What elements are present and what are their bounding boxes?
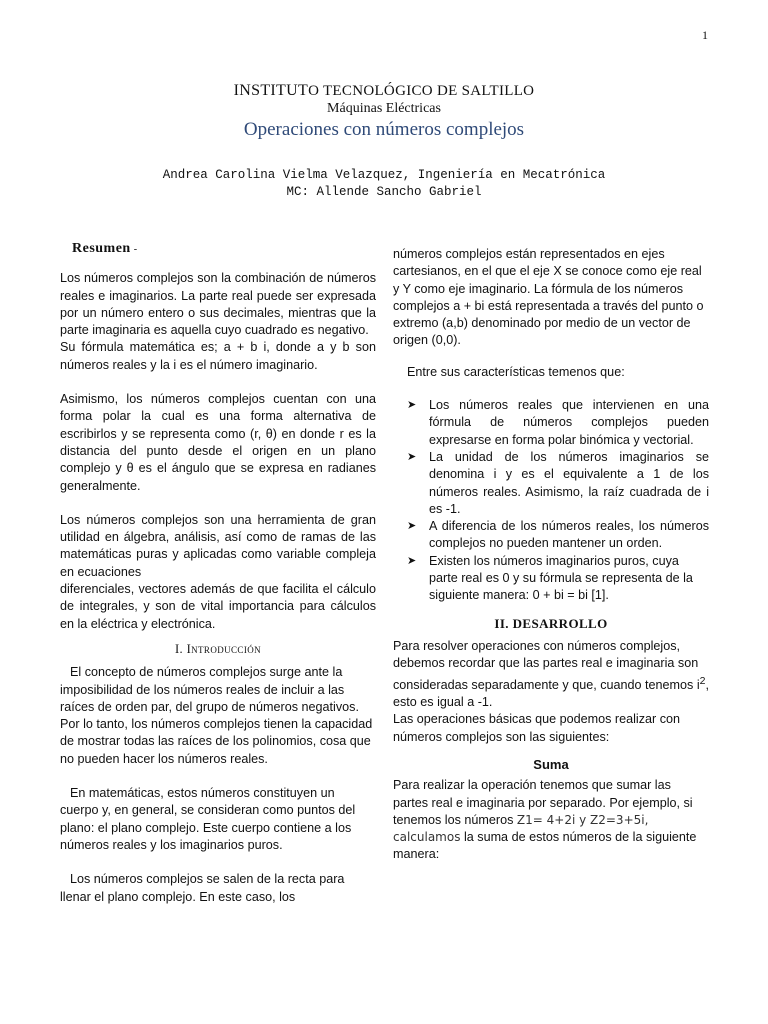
left-column [60, 240, 376, 906]
characteristics-list [393, 397, 709, 605]
institute-name [0, 82, 768, 100]
list-item-text: A diferencia de los números reales, los números complejos no pueden mantener un orden. [429, 519, 709, 551]
page-number: 1 [702, 28, 708, 42]
development-text-b: , esto es igual a -1. [393, 677, 709, 710]
development-text-a: Para resolver operaciones con números complejos, debemos recordar que las partes real e imaginaria son consideradas separadamente y que, cuando tenemos i [393, 638, 700, 692]
list-item-text: Los números reales que intervienen en una fórmula de números complejos pueden expresarse en forma polar binómica y vectorial. [429, 398, 709, 447]
abstract-paragraph-2: Asimismo, los números complejos cuentan con una forma polar la cual es una forma alternativa de escribirlos y se representa como (r, θ) en donde r es la distancia del punto desde el origen en un plano complejo y θ es el ángulo que se expresa en radianes generalmente. [60, 392, 376, 493]
list-item-text: Existen los números imaginarios puros, cuya parte real es 0 y su fórmula se representa de la siguiente manera: 0 + bi = bi [1]. [429, 553, 693, 603]
continued-paragraph: números complejos están representados en ejes cartesianos, en el que el eje X se conoce como eje real y Y como eje imaginario. La fórmula de los números complejos a + bi está representada a través del punto o extremo (a,b) denominado por medio de un vector de origen (0,0). [393, 247, 704, 348]
list-item [407, 518, 709, 553]
authors-line-2: MC: Allende Sancho Gabriel [286, 185, 482, 199]
suma-example-numbers: Z1= 4+2i y Z2=3+5i, calculamos [393, 812, 649, 845]
suma-text-b: la suma de estos números de la siguiente manera: [393, 830, 697, 862]
arrow-bullet-icon: ➤ [407, 554, 417, 567]
authors-block [0, 167, 768, 201]
arrow-bullet-icon: ➤ [407, 450, 417, 463]
arrow-bullet-icon: ➤ [407, 399, 417, 412]
resumen-dash: - [130, 244, 138, 255]
institute-rest: O TECNOLÓGICO DE SALTILLO [308, 83, 535, 99]
subject-name: Máquinas Eléctricas [327, 101, 441, 116]
abstract-paragraph-1b: Su fórmula matemática es; a + b i, donde a y b son números reales y la i es el número imaginario. [60, 340, 376, 372]
list-item [407, 553, 709, 605]
intro-paragraph-1: El concepto de números complejos surge ante la imposibilidad de los números reales de incluir a las raíces de orden par, del grupo de números negativos. Por lo tanto, los números complejos tienen la capacidad de mostrar todas las raíces de los polinomios, cosa que no pueden hacer los números reales. [60, 665, 373, 766]
suma-heading: Suma [533, 756, 569, 772]
list-item [407, 449, 709, 518]
abstract-paragraph-3b: diferenciales, vectores además de que facilita el cálculo de integrales, y son de vital importancia para cálculos en la eléctrica y electrónica. [60, 582, 376, 631]
suma-paragraph [393, 777, 709, 863]
intro-paragraph-2: En matemáticas, estos números constituyen un cuerpo y, en general, se consideran como puntos del plano: el plano complejo. Este cuerpo contiene a los números reales y los imaginarios puros. [60, 786, 356, 852]
resumen-heading [72, 240, 376, 258]
institute-caps: INSTITUT [233, 82, 309, 99]
list-item-text: La unidad de los números imaginarios se denomina i y es el equivalente a 1 de los números reales. Asimismo, la raíz cuadrada de i es -1. [429, 449, 709, 516]
resumen-label: Resumen [72, 241, 131, 256]
abstract-paragraph-1: Los números complejos son la combinación de números reales e imaginarios. La parte real puede ser expresada por un número entero o sus decimales, mientras que la parte imaginaria es aquella cuyo cuadrado es negativo. [60, 271, 376, 338]
section-heading-introduccion: I. Introducción [174, 641, 262, 656]
intro-paragraph-3: Los números complejos se salen de la recta para llenar el plano complejo. En este caso, los [60, 872, 345, 904]
right-column [393, 246, 709, 864]
paper-title: Operaciones con números complejos [243, 119, 525, 140]
list-item [407, 397, 709, 449]
development-paragraph-2: Las operaciones básicas que podemos realizar con números complejos son las siguientes: [393, 712, 681, 744]
suma-text-a: Para realizar la operación tenemos que sumar las partes real e imaginaria por separado. Por ejemplo, si tenemos los números [393, 778, 693, 827]
development-paragraph-1 [393, 638, 709, 711]
authors-line-1: Andrea Carolina Vielma Velazquez, Ingeniería en Mecatrónica [162, 168, 606, 182]
abstract-paragraph-3a: Los números complejos son una herramienta de gran utilidad en álgebra, análisis, así como de ramas de las matemáticas puras y aplicadas como variable compleja en ecuaciones [60, 512, 376, 579]
arrow-bullet-icon: ➤ [407, 520, 417, 533]
characteristics-intro: Entre sus características temenos que: [407, 364, 625, 379]
superscript-two: 2 [699, 674, 706, 687]
section-heading-desarrollo: II. DESARROLLO [494, 615, 608, 631]
